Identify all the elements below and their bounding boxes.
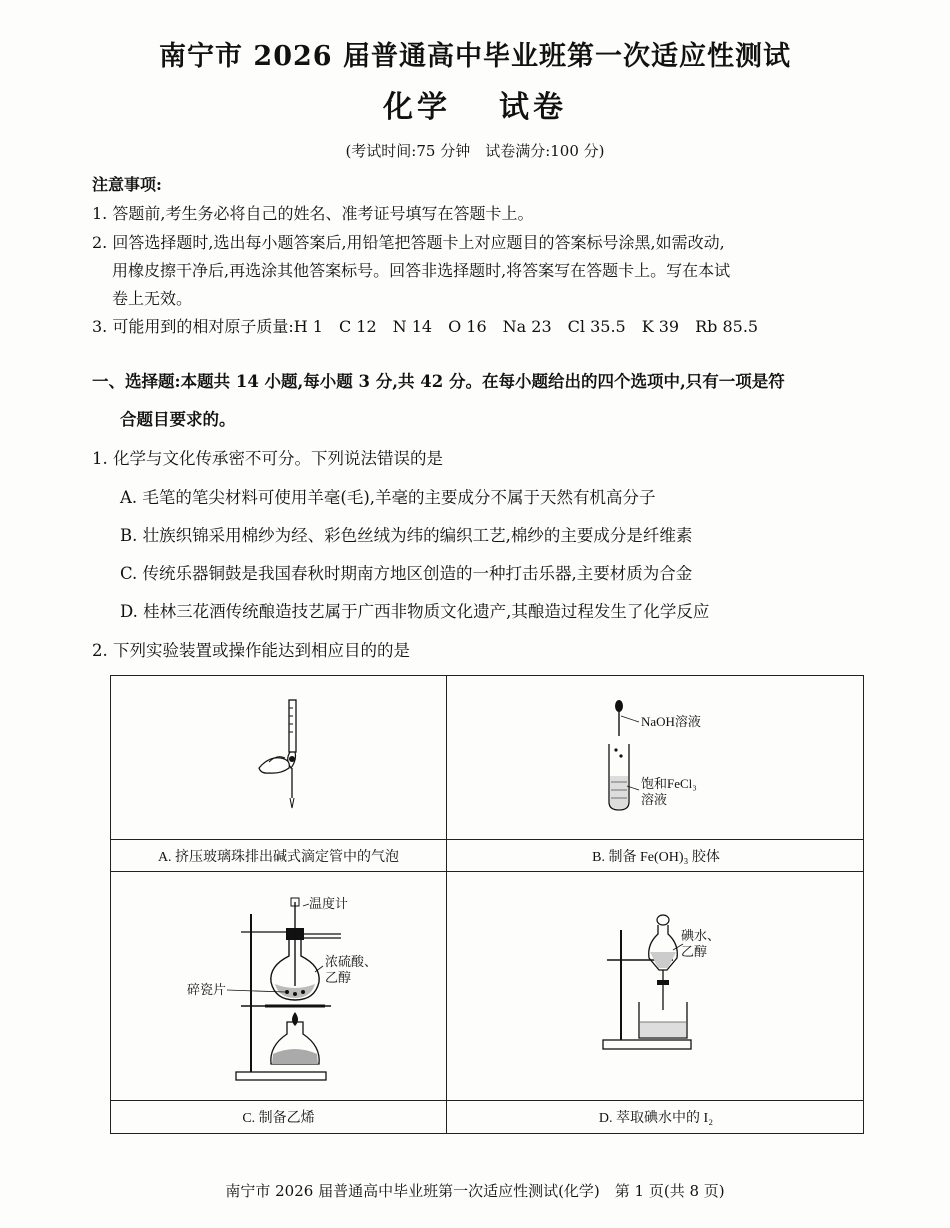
acid-label: 浓硫酸、: [325, 954, 378, 969]
note-item: 2. 回答选择题时,选出每小题答案后,用铅笔把答题卡上对应题目的答案标号涂黑,如需改动,: [92, 233, 725, 252]
question-1-stem: 1. 化学与文化传承密不可分。下列说法错误的是: [92, 449, 443, 468]
naoh-label: NaOH溶液: [641, 714, 701, 729]
question-2-stem: 2. 下列实验装置或操作能达到相应目的的是: [92, 641, 410, 660]
chips-label: 碎瓷片: [187, 982, 227, 997]
apparatus-grid: [110, 675, 864, 1134]
caption-b: B. 制备 Fe(OH)₃ 胶体: [592, 850, 720, 865]
section-heading-cont: 合题目要求的。: [120, 410, 236, 429]
section-heading: 一、选择题:本题共 14 小题,每小题 3 分,共 42 分。在每小题给出的四个选项中,只有一项是符: [92, 372, 785, 391]
exam-title: 南宁市 2026 届普通高中毕业班第一次适应性测试: [159, 41, 791, 72]
ethylene-figure: [187, 894, 391, 1084]
caption-c: C. 制备乙烯: [242, 1111, 315, 1126]
note-item: 3. 可能用到的相对原子质量:H 1 C 12 N 14 O 16 Na 23 Cl 35.5 K 39 Rb 85.5: [92, 317, 759, 336]
question-1-option-b: B. 壮族织锦采用棉纱为经、彩色丝绒为纬的编织工艺,棉纱的主要成分是纤维素: [120, 526, 693, 545]
iodine-label-cont: 乙醇: [681, 944, 708, 959]
burette-figure: [251, 698, 311, 813]
fecl3-label-cont: 溶液: [641, 792, 668, 807]
exam-meta: (考试时间:75 分钟 试卷满分:100 分): [345, 142, 605, 160]
note-item: 卷上无效。: [112, 289, 193, 308]
notes-heading: 注意事项:: [92, 175, 162, 194]
extraction-figure: [603, 914, 753, 1064]
acid-label-cont: 乙醇: [325, 970, 352, 985]
note-item: 1. 答题前,考生务必将自己的姓名、准考证号填写在答题卡上。: [92, 204, 534, 223]
question-1-option-c: C. 传统乐器铜鼓是我国春秋时期南方地区创造的一种打击乐器,主要材质为合金: [120, 564, 693, 583]
paper-word: 试卷: [499, 90, 567, 125]
note-item: 用橡皮擦干净后,再选涂其他答案标号。回答非选择题时,将答案写在答题卡上。写在本试: [112, 261, 731, 280]
colloid-figure: [599, 698, 719, 818]
question-1-option-a: A. 毛笔的笔尖材料可使用羊毫(毛),羊毫的主要成分不属于天然有机高分子: [120, 488, 656, 507]
question-1-option-d: D. 桂林三花酒传统酿造技艺属于广西非物质文化遗产,其酿造过程发生了化学反应: [120, 602, 710, 621]
caption-d: D. 萃取碘水中的 I₂: [598, 1111, 714, 1126]
caption-a: A. 挤压玻璃珠排出碱式滴定管中的气泡: [157, 850, 400, 865]
thermometer-label: 温度计: [309, 896, 349, 911]
subject-word: 化学: [383, 90, 451, 125]
fecl3-label: 饱和FeCl₃: [641, 776, 697, 791]
iodine-label: 碘水、: [681, 928, 721, 943]
page-footer: 南宁市 2026 届普通高中毕业班第一次适应性测试(化学) 第 1 页(共 8 页): [225, 1182, 725, 1200]
exam-subject: [0, 82, 950, 126]
